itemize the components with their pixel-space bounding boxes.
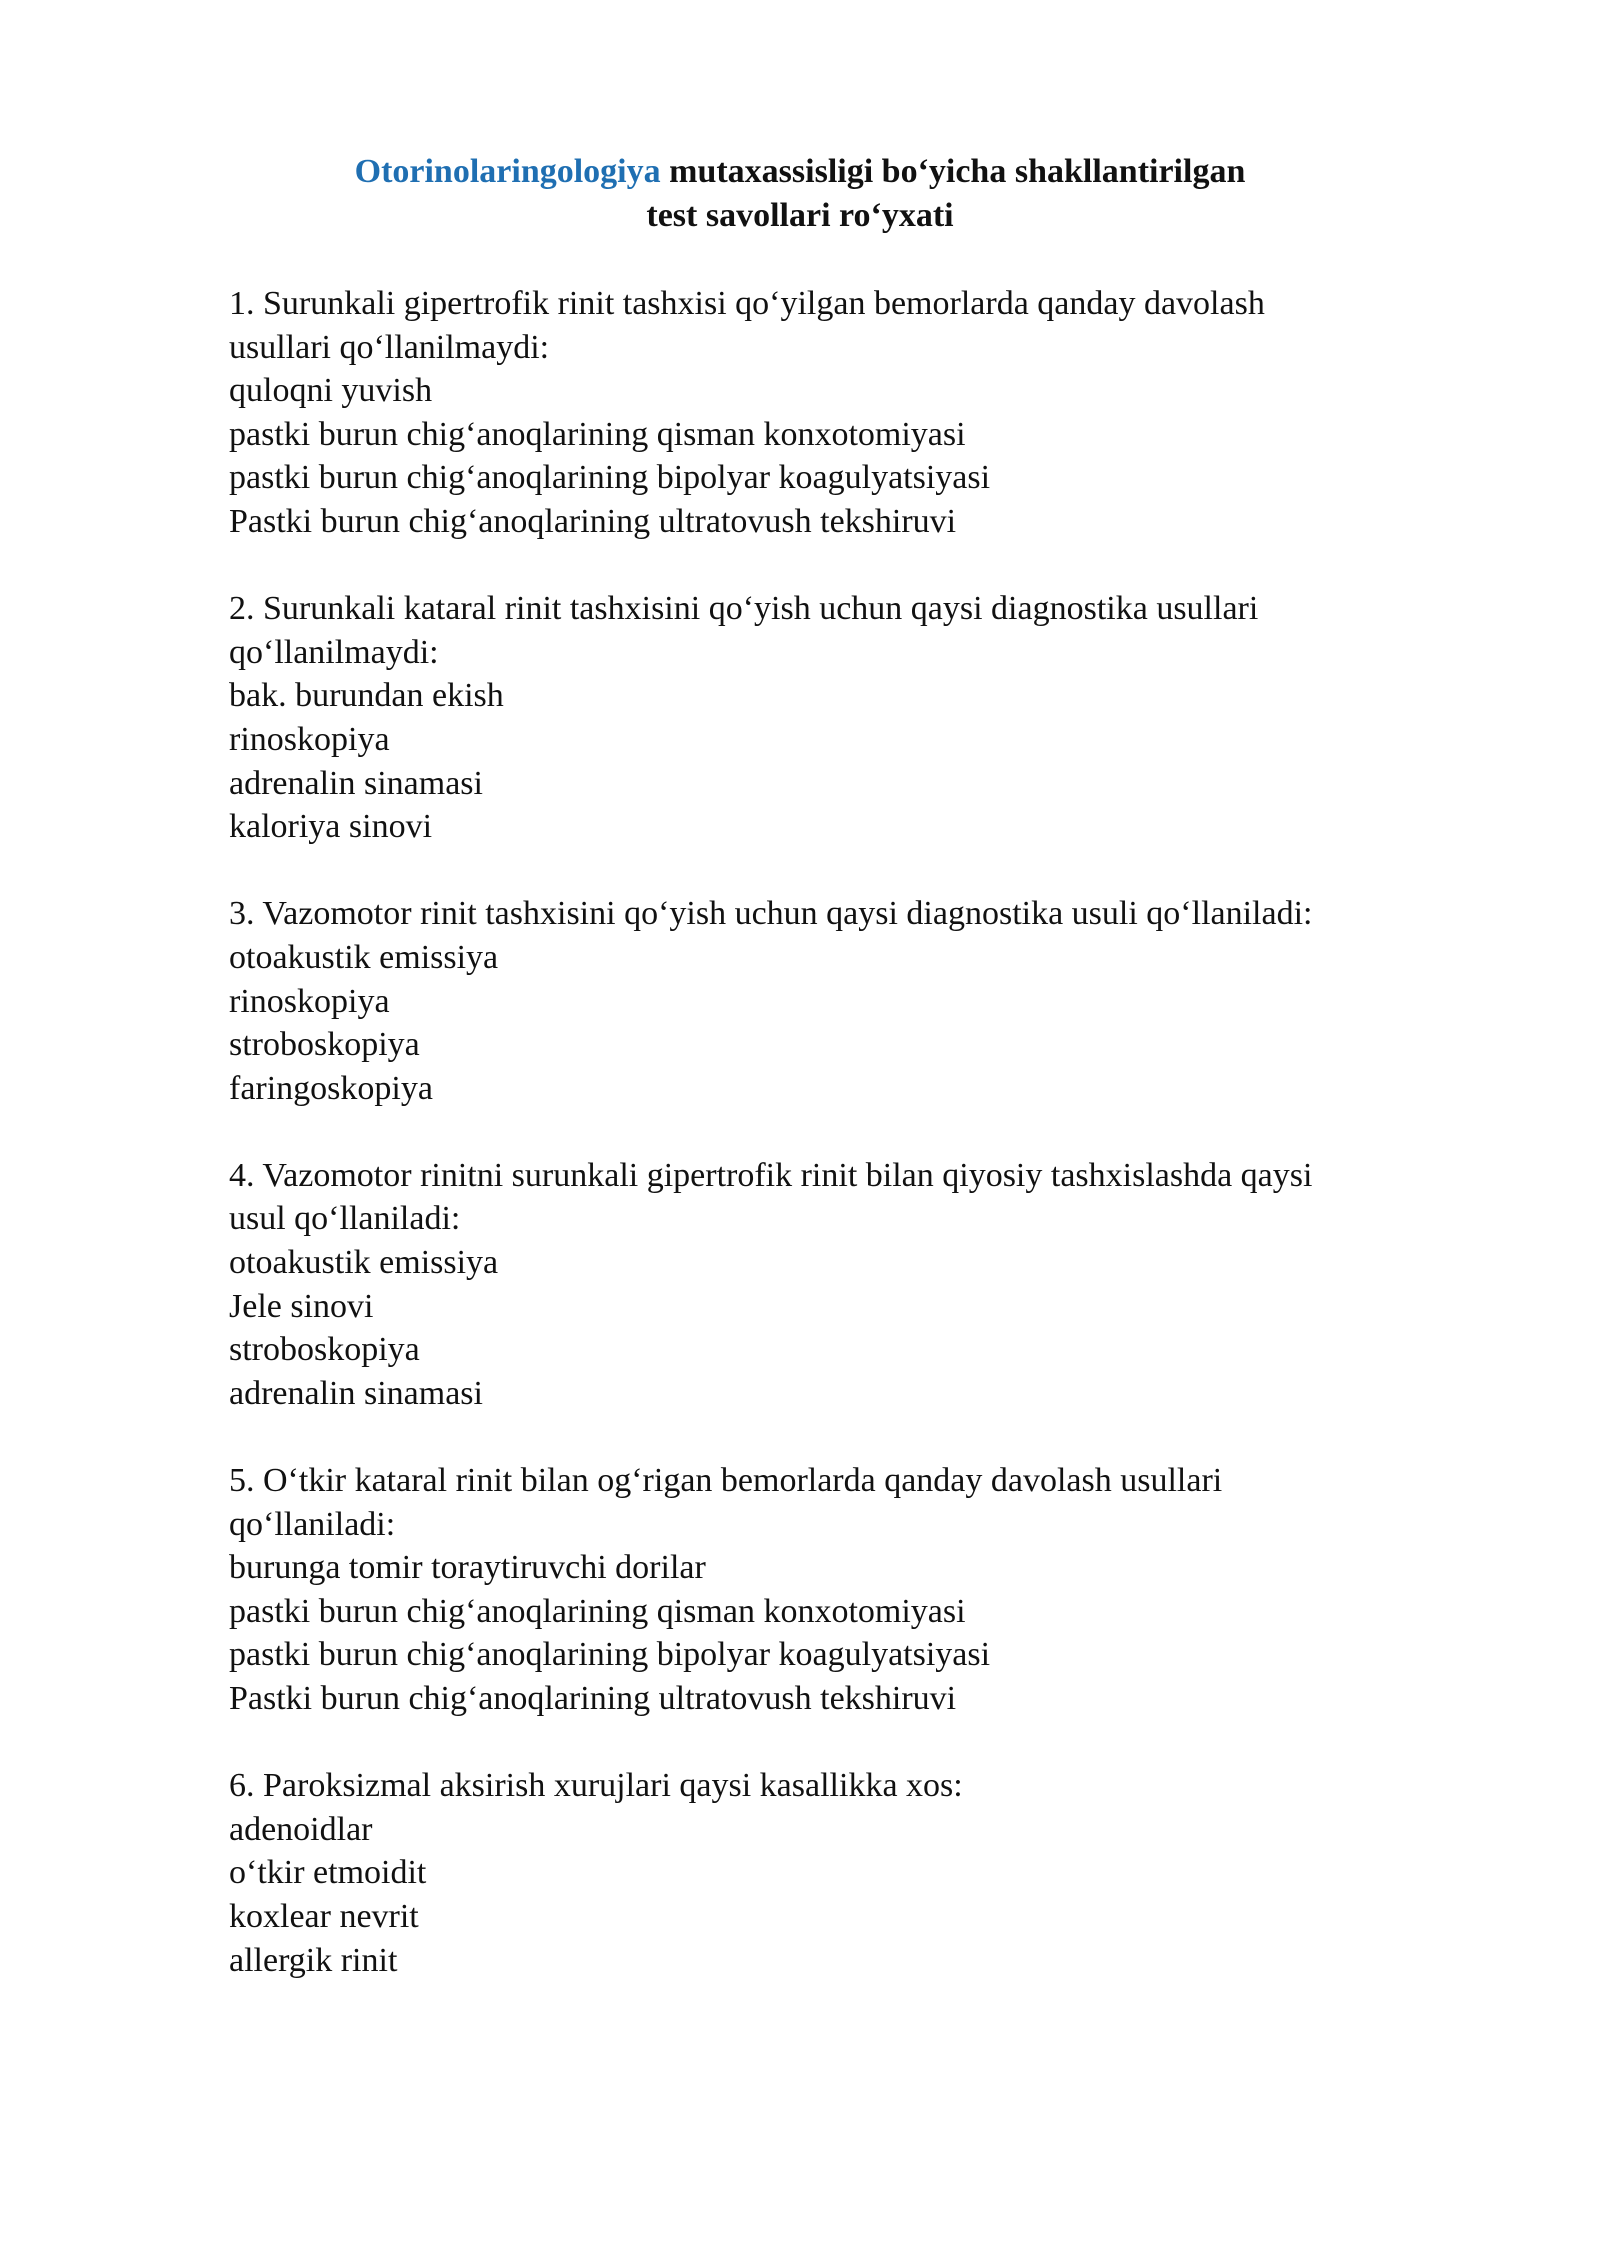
question-text-line: usullari qo‘llanilmaydi: xyxy=(229,328,550,366)
answer-option: Jele sinovi xyxy=(229,1287,374,1325)
answer-option: rinoskopiya xyxy=(229,720,390,758)
answer-option: allergik rinit xyxy=(229,1941,398,1979)
answer-option: burunga tomir toraytiruvchi dorilar xyxy=(229,1549,706,1587)
answer-option: quloqni yuvish xyxy=(229,372,433,410)
question-text-line: 2. Surunkali kataral rinit tashxisini qo‘yish uchun qaysi diagnostika usullari xyxy=(229,590,1259,628)
question-text-line: qo‘llanilmaydi: xyxy=(229,633,439,671)
answer-option: stroboskopiya xyxy=(229,1026,420,1064)
answer-option: pastki burun chig‘anoqlarining qisman konxotomiyasi xyxy=(229,415,966,453)
question-2 xyxy=(229,587,1529,849)
question-4 xyxy=(229,1154,1529,1416)
answer-option: Pastki burun chig‘anoqlarining ultratovush tekshiruvi xyxy=(229,502,957,540)
question-text-line: 6. Paroksizmal aksirish xurujlari qaysi kasallikka xos: xyxy=(229,1767,963,1805)
answer-option: adrenalin sinamasi xyxy=(229,764,483,802)
title-line-2: test savollari ro‘yxati xyxy=(646,197,954,234)
question-text-line: qo‘llaniladi: xyxy=(229,1505,396,1543)
answer-option: pastki burun chig‘anoqlarining bipolyar koagulyatsiyasi xyxy=(229,1636,991,1674)
answer-option: rinoskopiya xyxy=(229,982,390,1020)
document-title xyxy=(0,150,1600,238)
question-6 xyxy=(229,1764,1529,1982)
question-5 xyxy=(229,1459,1529,1721)
answer-option: adenoidlar xyxy=(229,1810,373,1848)
answer-option: adrenalin sinamasi xyxy=(229,1374,483,1412)
title-rest: mutaxassisligi bo‘yicha shakllantirilgan xyxy=(660,153,1246,190)
answer-option: otoakustik emissiya xyxy=(229,938,499,976)
answer-option: stroboskopiya xyxy=(229,1331,420,1369)
question-text-line: 5. O‘tkir kataral rinit bilan og‘rigan bemorlarda qanday davolash usullari xyxy=(229,1462,1223,1500)
answer-option: koxlear nevrit xyxy=(229,1897,419,1935)
question-text-line: 3. Vazomotor rinit tashxisini qo‘yish uchun qaysi diagnostika usuli qo‘llaniladi: xyxy=(229,895,1313,933)
answer-option: o‘tkir etmoidit xyxy=(229,1854,427,1892)
question-text-line: usul qo‘llaniladi: xyxy=(229,1200,461,1238)
answer-option: bak. burundan ekish xyxy=(229,677,504,715)
title-line-1 xyxy=(0,150,1600,194)
question-3 xyxy=(229,892,1529,1110)
answer-option: faringoskopiya xyxy=(229,1069,433,1107)
answer-option: otoakustik emissiya xyxy=(229,1244,499,1282)
question-text-line: 4. Vazomotor rinitni surunkali gipertrofik rinit bilan qiyosiy tashxislashda qaysi xyxy=(229,1156,1313,1194)
question-text-line: 1. Surunkali gipertrofik rinit tashxisi qo‘yilgan bemorlarda qanday davolash xyxy=(229,285,1265,322)
title-highlight: Otorinolaringologiya xyxy=(354,153,661,190)
question-1 xyxy=(229,282,1529,544)
question-list xyxy=(229,282,1529,2026)
answer-option: Pastki burun chig‘anoqlarining ultratovush tekshiruvi xyxy=(229,1680,957,1717)
answer-option: kaloriya sinovi xyxy=(229,808,433,846)
answer-option: pastki burun chig‘anoqlarining bipolyar koagulyatsiyasi xyxy=(229,459,991,497)
answer-option: pastki burun chig‘anoqlarining qisman konxotomiyasi xyxy=(229,1592,966,1630)
